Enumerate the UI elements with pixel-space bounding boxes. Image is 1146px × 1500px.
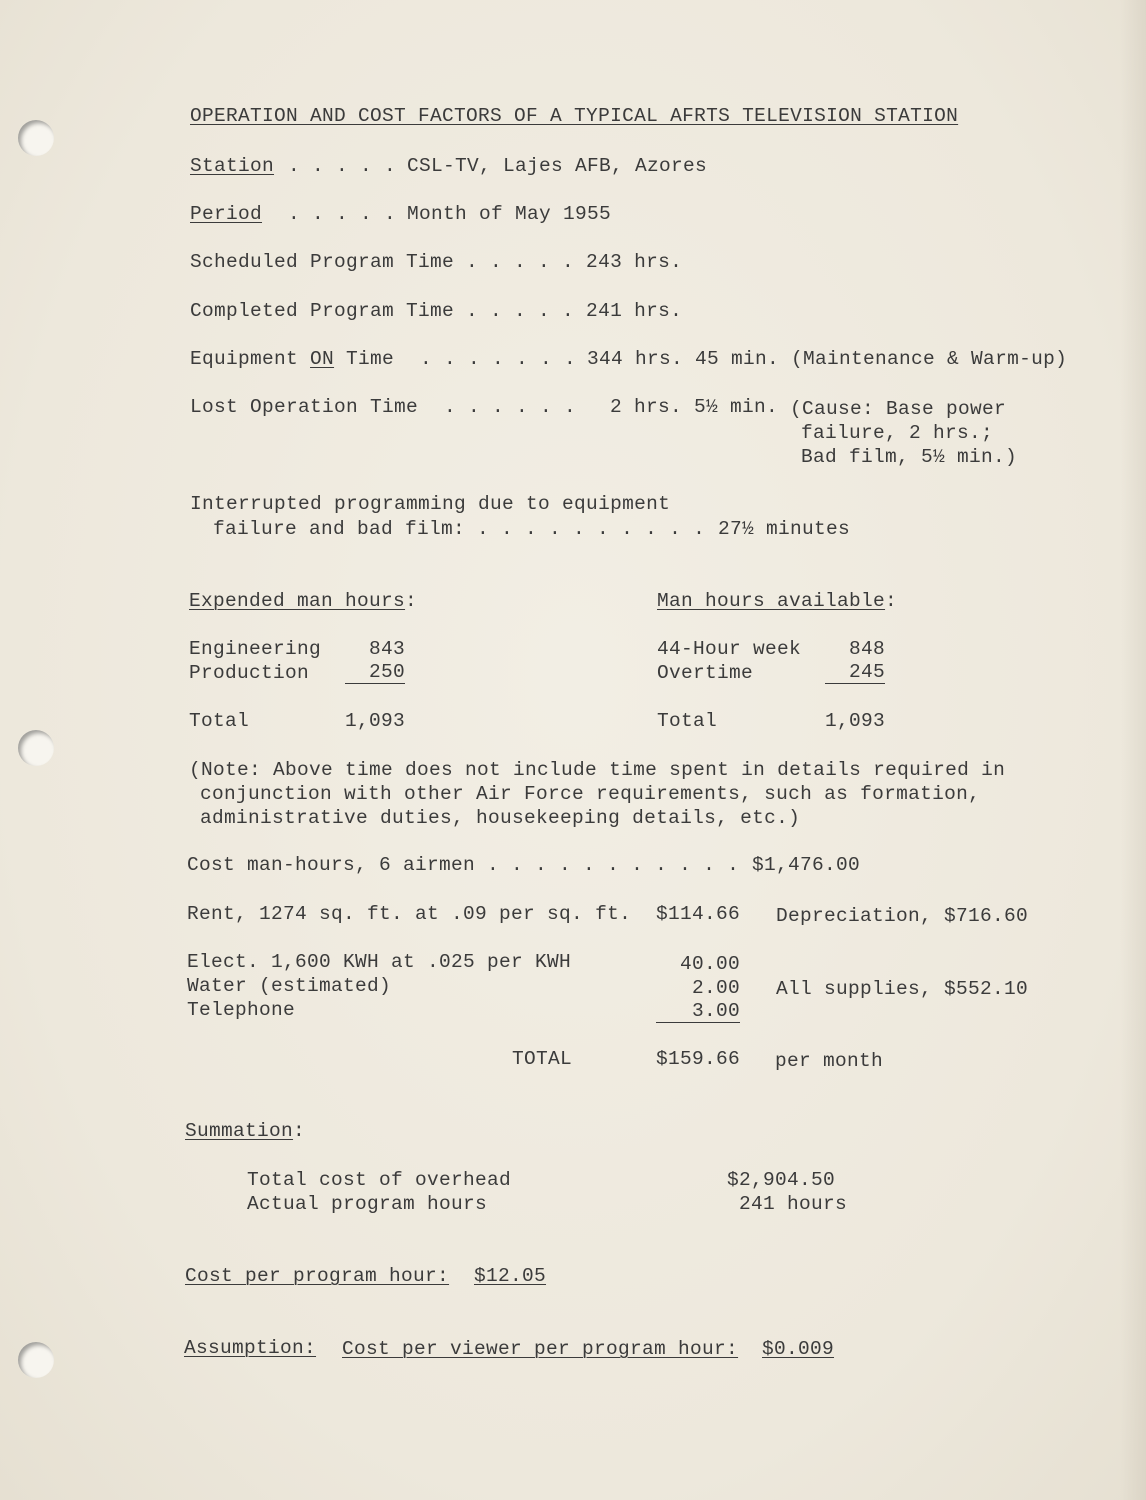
utility-label: Elect. 1,600 KWH at .025 per KWH [187,951,572,973]
available-row-value: 245 [825,661,885,684]
cost-per-program-hour-label: Cost per program hour: [185,1265,450,1287]
expended-row-value: 250 [345,661,405,684]
available-heading: Man hours available: [657,590,898,612]
depreciation: Depreciation, $716.60 [776,905,1029,927]
note-line-1: (Note: Above time does not include time spent in details required in [189,759,1006,781]
equipment-leader: . . . . . . . [420,348,577,370]
cost-man-hours-value: $1,476.00 [752,854,861,876]
available-row-label: Overtime [657,662,754,684]
assumption-value: $0.009 [762,1338,835,1360]
utility-label: Water (estimated) [187,975,392,997]
assumption-label: Assumption: [184,1337,317,1359]
summation-heading: Summation: [185,1120,306,1142]
summation-row-label: Total cost of overhead [247,1169,512,1191]
expended-row-label: Production [189,662,310,684]
lost-operation-value: 2 hrs. 5½ min. [610,396,779,418]
period-value: Month of May 1955 [407,203,612,225]
station-leader: . . . . . [276,155,397,177]
lost-cause-line-3: Bad film, 5½ min.) [801,446,1018,468]
lost-operation-leader: . . . . . . [444,396,577,418]
expended-row-label: Engineering [189,638,322,660]
assumption-text: Cost per viewer per program hour: [342,1338,739,1360]
equipment-on-time-value: 344 hrs. 45 min. (Maintenance & Warm-up) [587,348,1068,370]
interrupted-line-2: failure and bad film: . . . . . . . . . . [213,518,706,540]
period-label: Period [190,203,263,225]
lost-operation-label: Lost Operation Time [190,396,419,418]
interrupted-value: 27½ minutes [718,518,851,540]
period-leader: . . . . . [276,203,397,225]
binder-hole-bottom [18,1342,54,1378]
available-total-label: Total [657,710,718,732]
equipment-on-time-label: Equipment ON Time [190,348,395,370]
lost-cause-line-1: (Cause: Base power [790,398,1007,420]
all-supplies: All supplies, $552.10 [776,978,1029,1000]
total-label: TOTAL [512,1048,573,1070]
rent-value: $114.66 [656,903,741,925]
scheduled-program-time: Scheduled Program Time . . . . . 243 hrs. [190,251,683,273]
summation-row-value: $2,904.50 [727,1169,836,1191]
available-row-value: 848 [849,638,886,660]
on-word: ON [310,348,335,370]
completed-program-time: Completed Program Time . . . . . 241 hrs. [190,300,683,322]
lost-cause-line-2: failure, 2 hrs.; [801,422,994,444]
binder-hole-middle [18,730,54,766]
expended-heading: Expended man hours: [189,590,418,612]
document-title: OPERATION AND COST FACTORS OF A TYPICAL AFRTS TELEVISION STATION [190,105,959,127]
cost-per-program-hour-value: $12.05 [474,1265,547,1287]
expended-row-value: 843 [369,638,406,660]
expended-total-value: 1,093 [345,710,406,732]
summation-row-value: 241 hours [739,1193,848,1215]
utility-value: 3.00 [656,1000,740,1023]
utility-value: 40.00 [679,953,740,975]
utility-value: 2.00 [691,977,740,999]
available-total-value: 1,093 [825,710,886,732]
available-row-label: 44-Hour week [657,638,802,660]
binder-hole-top [18,120,54,156]
total-value: $159.66 [656,1048,741,1070]
station-label: Station [190,155,275,177]
station-value: CSL-TV, Lajes AFB, Azores [407,155,708,177]
note-line-3: administrative duties, housekeeping details, etc.) [200,807,801,829]
summation-row-label: Actual program hours [247,1193,488,1215]
rent-label: Rent, 1274 sq. ft. at .09 per sq. ft. [187,903,632,925]
note-line-2: conjunction with other Air Force requirements, such as formation, [200,783,981,805]
total-suffix: per month [775,1050,884,1072]
expended-total-label: Total [189,710,250,732]
cost-man-hours-label: Cost man-hours, 6 airmen . . . . . . . . . . . [187,854,740,876]
interrupted-line-1: Interrupted programming due to equipment [190,493,671,515]
utility-label: Telephone [187,999,296,1021]
